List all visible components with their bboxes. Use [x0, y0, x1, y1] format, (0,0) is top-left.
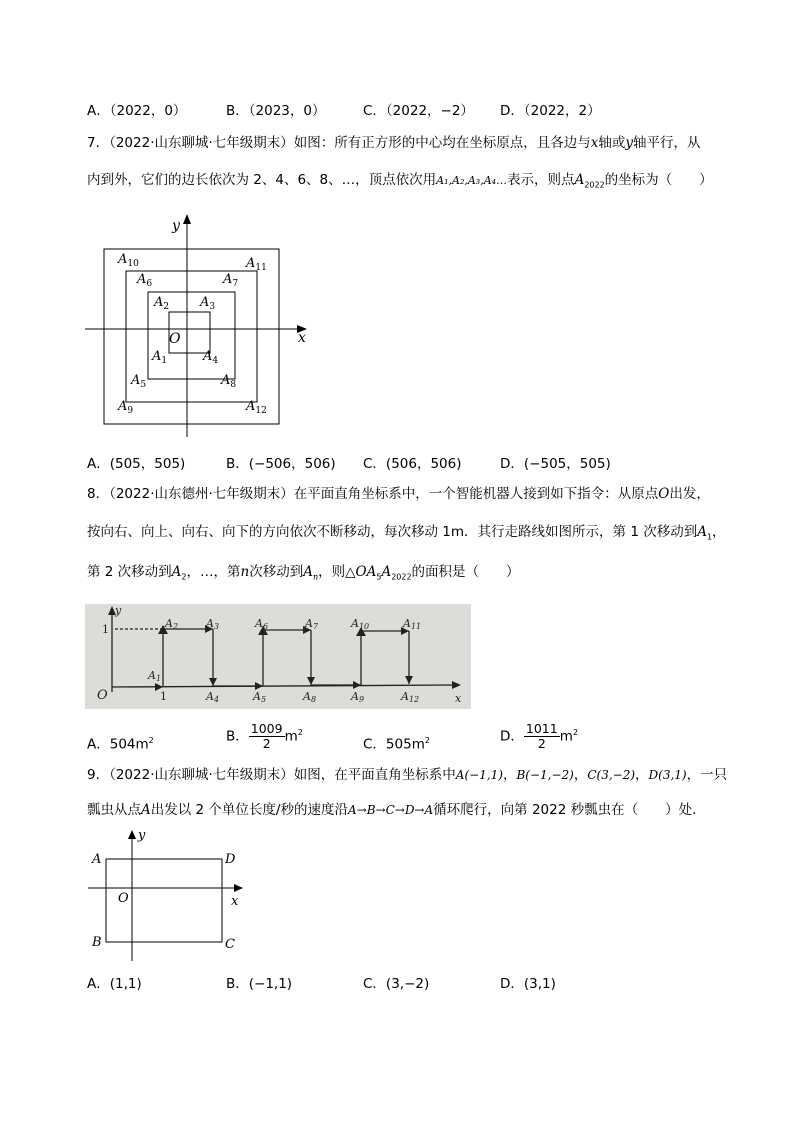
q8-question-line-1: 8．（2022·山东德州·七年级期末）在平面直角坐标系中，一个智能机器人接到如下指令：从原点O出发，	[87, 486, 710, 502]
q9-y-axis-label: y	[138, 828, 146, 843]
origin-label: O	[169, 331, 181, 347]
photo-vertex-a12: A12	[401, 690, 420, 704]
photo-vertex-a10: A10	[351, 617, 370, 631]
x-axis-label: x	[298, 330, 306, 346]
photo-vertex-a2: A2	[165, 617, 179, 631]
q7-question-line-1: 7．（2022·山东聊城·七年级期末）如图：所有正方形的中心均在坐标原点，且各边与x轴或y轴平行，从	[87, 135, 701, 151]
q9-question-line-1: 9．（2022·山东聊城·七年级期末）如图，在平面直角坐标系中A(−1,1)，B(−1,−2)，C(3,−2)，D(3,1)，一只	[87, 767, 728, 783]
photo-vertex-a9: A9	[351, 690, 365, 704]
photo-vertex-a4: A4	[206, 690, 220, 704]
vertex-label-a6: $A_6$	[137, 272, 153, 289]
vertex-label-a12: $A_{12}$	[246, 399, 267, 416]
photo-vertex-a5: A5	[253, 690, 267, 704]
vertex-label-a7: $A_7$	[223, 272, 239, 289]
photo-vertex-a7: A7	[305, 617, 319, 631]
q8-option-c: C．$505m^2$	[363, 736, 430, 753]
q9-question-line-2: 瓢虫从点A出发以 2 个单位长度/秒的速度沿A→B→C→D→A循环爬行，向第 2022 秒瓢虫在（ ）处．	[87, 802, 706, 818]
q6-option-d: D．（2022，2）	[500, 103, 601, 119]
q6-option-c: C．（2022，−2）	[363, 103, 474, 119]
photo-tick-1-x: 1	[160, 690, 167, 703]
q9-point-c-label: C	[225, 937, 235, 952]
photo-vertex-a1: A1	[148, 669, 162, 683]
q8-robot-path-photo	[85, 604, 471, 709]
vertex-label-a10: $A_{10}$	[118, 252, 139, 269]
q7-option-c: C．(506，506)	[363, 456, 462, 472]
photo-vertex-a8: A8	[303, 690, 317, 704]
photo-origin-label: O	[97, 688, 108, 703]
q9-point-a-label: A	[92, 852, 102, 867]
q8-option-b: B． $\frac{1009}{2}$ $m^2$	[226, 721, 303, 751]
q7-option-a: A．(505，505)	[87, 456, 186, 472]
y-axis-arrow	[183, 214, 191, 224]
q8-question-line-3: 第 2 次移动到$A_2$，…，第n次移动到$A_n$，则$\triangle OA_5A_{2022}$的面积是（ ）	[87, 564, 520, 582]
q6-option-a: A．（2022，0）	[87, 103, 187, 119]
vertex-label-a5: $A_5$	[131, 373, 147, 390]
q8-option-d: D． $\frac{1011}{2}$ $m^2$	[500, 721, 578, 751]
q9-x-axis-label: x	[231, 894, 239, 909]
vertex-label-a9: $A_9$	[118, 399, 134, 416]
vertex-label-a3: $A_3$	[200, 295, 216, 312]
q9-origin-label: O	[118, 891, 129, 906]
vertex-label-a2: $A_2$	[154, 295, 170, 312]
q8-question-line-2: 按向右、向上、向右、向下的方向依次不断移动，每次移动 1m．其行走路线如图所示，第 1 次移动到$A_1$，	[87, 524, 726, 542]
q9-option-a: A．(1,1)	[87, 976, 142, 992]
photo-x-label: x	[455, 692, 462, 705]
q6-option-b: B．（2023，0）	[226, 103, 326, 119]
q7-option-d: D．(−505，505)	[500, 456, 611, 472]
photo-tick-1-y: 1	[102, 623, 109, 636]
q9-y-axis-arrow	[128, 830, 136, 839]
q9-point-b-label: B	[92, 935, 102, 950]
photo-y-label: y	[115, 604, 122, 617]
q7-nested-squares-figure	[80, 212, 320, 442]
q7-option-b: B．(−506，506)	[226, 456, 336, 472]
vertex-label-a8: $A_8$	[221, 373, 237, 390]
q9-point-d-label: D	[225, 852, 236, 867]
q9-rectangle-figure	[85, 826, 255, 966]
vertex-label-a1: $A_1$	[152, 349, 168, 366]
q9-option-c: C．(3,−2)	[363, 976, 430, 992]
y-axis-label: y	[172, 218, 180, 234]
q9-option-d: D．(3,1)	[500, 976, 556, 992]
q9-x-axis-arrow	[234, 884, 243, 892]
vertex-label-a11: $A_{11}$	[246, 256, 267, 273]
photo-vertex-a3: A3	[206, 617, 220, 631]
photo-vertex-a11: A11	[403, 617, 422, 631]
q9-option-b: B．(−1,1)	[226, 976, 293, 992]
q8-option-a: A．$504m^2$	[87, 736, 154, 753]
vertex-label-a4: $A_4$	[203, 349, 219, 366]
q7-question-line-2: 内到外，它们的边长依次为 2、4、6、8、…，顶点依次用A₁,A₂,A₃,A₄…表示，则点$A_{2022}$的坐标为（ ）	[87, 172, 713, 190]
photo-vertex-a6: A6	[255, 617, 269, 631]
